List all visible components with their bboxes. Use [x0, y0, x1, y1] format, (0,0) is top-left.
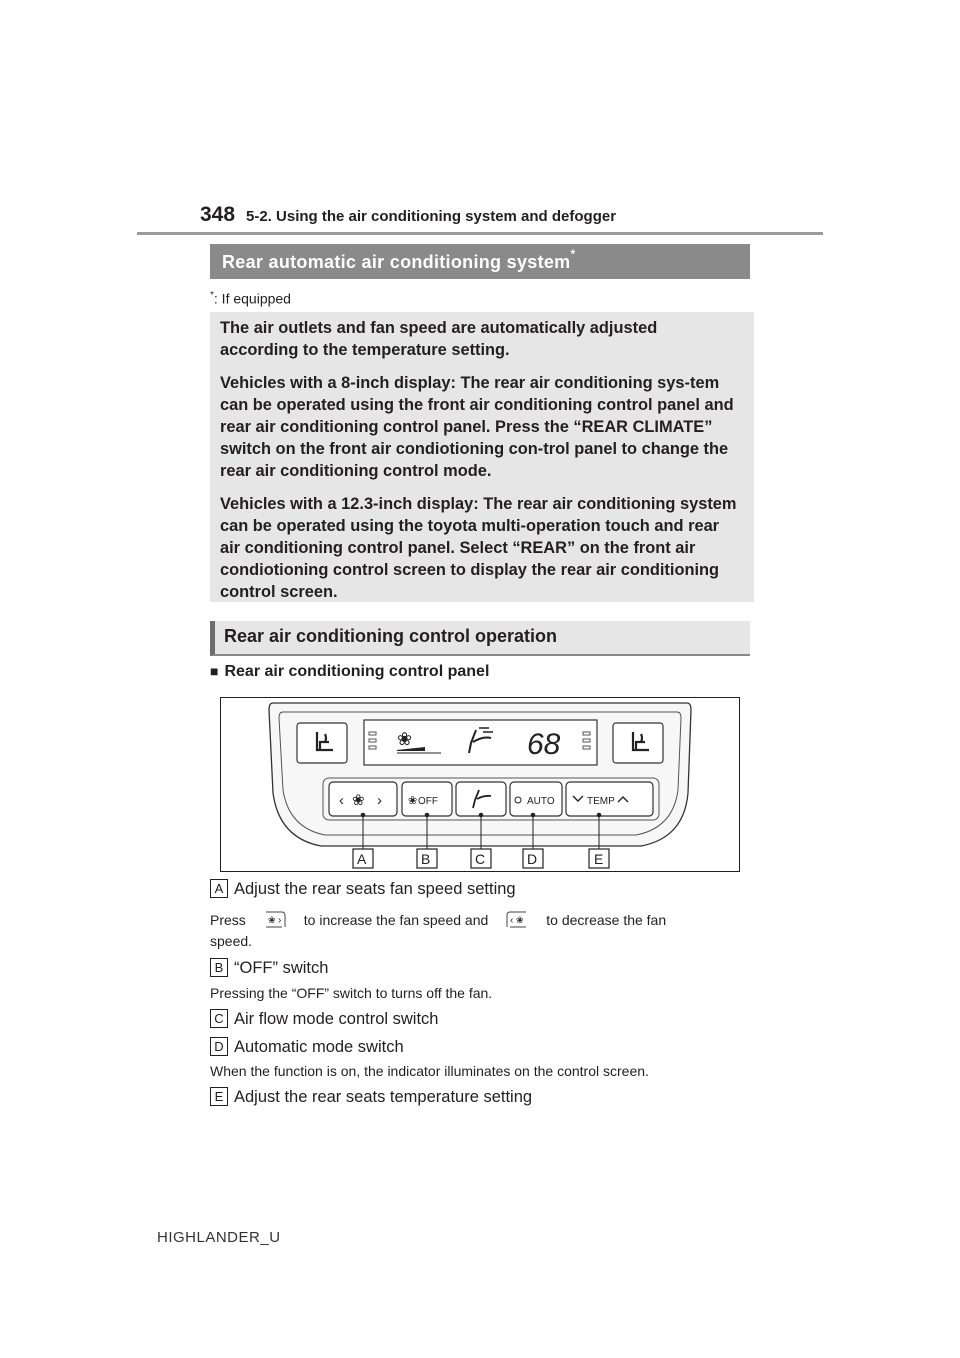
item-label: “OFF” switch	[234, 959, 329, 977]
svg-text:D: D	[527, 851, 538, 867]
svg-text:E: E	[594, 851, 604, 867]
svg-text:‹: ‹	[510, 915, 514, 926]
item-tag: D	[210, 1037, 228, 1056]
off-button-label: OFF	[418, 796, 438, 807]
climate-display	[364, 720, 597, 765]
panel-heading	[210, 663, 489, 681]
svg-text:›: ›	[277, 915, 282, 926]
svg-text:❀: ❀	[267, 915, 276, 925]
display-temperature: 68	[527, 728, 561, 761]
item-d-description: When the function is on, the indicator illuminates on the control screen.	[210, 1063, 649, 1079]
off-button	[402, 782, 452, 816]
auto-button	[510, 782, 562, 816]
section-title-asterisk: *	[570, 247, 576, 261]
svg-text:❀: ❀	[352, 792, 365, 809]
section-title	[210, 244, 750, 279]
item-tag: C	[210, 1009, 228, 1028]
intro-paragraph-1: The air outlets and fan speed are automatically adjusted according to the temperature setting.	[220, 319, 658, 359]
svg-text:‹: ‹	[339, 792, 344, 809]
svg-text:❀: ❀	[408, 795, 418, 807]
panel-heading-text: Rear air conditioning control panel	[224, 663, 490, 680]
running-head: 5-2. Using the air conditioning system and defogger	[246, 208, 617, 225]
item-tag: A	[210, 879, 228, 898]
item-label: Adjust the rear seats fan speed setting	[234, 880, 516, 898]
item-d	[210, 1037, 404, 1057]
svg-text:›: ›	[377, 792, 382, 809]
item-label: Air flow mode control switch	[234, 1010, 439, 1028]
svg-text:B: B	[421, 851, 431, 867]
footnote-text: : If equipped	[213, 290, 291, 307]
auto-button-label: AUTO	[527, 796, 555, 807]
intro-box	[210, 312, 754, 602]
item-e	[210, 1087, 532, 1107]
callout-a	[353, 849, 373, 868]
item-tag: B	[210, 958, 228, 977]
footnote-asterisk: *	[210, 290, 214, 301]
svg-text:A: A	[357, 851, 367, 867]
svg-text:❀: ❀	[397, 729, 413, 749]
header-rule	[137, 232, 823, 235]
intro-paragraph-3: Vehicles with a 12.3-inch display: The rear air conditioning system can be operated using the toyota multi-operation touch and rear air conditioning control panel. Select “REAR” on the front air condiotioning control screen to display the rear air conditioning control screen.	[220, 495, 737, 601]
item-b-description: Pressing the “OFF” switch to turns off the fan.	[210, 985, 493, 1001]
fan-increase-icon	[264, 911, 286, 928]
item-a-description-wrap: speed.	[210, 933, 253, 949]
left-seat-heater-button	[297, 723, 347, 763]
square-bullet-icon: ■	[210, 663, 219, 679]
footnote	[210, 290, 291, 307]
item-c	[210, 1009, 439, 1029]
fan-speed-button	[329, 782, 397, 816]
control-panel-figure	[220, 697, 740, 872]
page-number: 348	[200, 203, 236, 226]
callout-e	[589, 849, 609, 868]
item-label: Automatic mode switch	[234, 1038, 404, 1056]
item-a-description: Press ❀ › to increase the fan speed and ‹ ❀ to decrease the fan	[210, 912, 667, 928]
svg-text:C: C	[475, 851, 486, 867]
temp-button-label: TEMP	[587, 796, 615, 807]
callout-b	[417, 849, 437, 868]
callout-d	[523, 849, 543, 868]
item-tag: E	[210, 1087, 228, 1106]
svg-text:❀: ❀	[516, 915, 524, 925]
fan-decrease-icon	[506, 911, 528, 928]
right-seat-heater-button	[613, 723, 663, 763]
item-label: Adjust the rear seats temperature setting	[234, 1088, 533, 1106]
footer-model: HIGHLANDER_U	[157, 1229, 281, 1246]
item-b	[210, 958, 328, 978]
item-a	[210, 879, 516, 899]
subsection-title: Rear air conditioning control operation	[210, 621, 750, 656]
intro-paragraph-2: Vehicles with a 8-inch display: The rear air conditioning sys-tem can be operated using the front air conditioning control panel and rear air conditioning control panel. Press the “REAR CLIMATE” switch on the front air condiotioning con-trol panel to change the rear air conditioning control mode.	[220, 374, 734, 480]
airflow-mode-button	[456, 782, 506, 816]
temp-button	[566, 782, 653, 816]
callout-c	[471, 849, 491, 868]
section-title-text: Rear automatic air conditioning system	[222, 252, 571, 272]
